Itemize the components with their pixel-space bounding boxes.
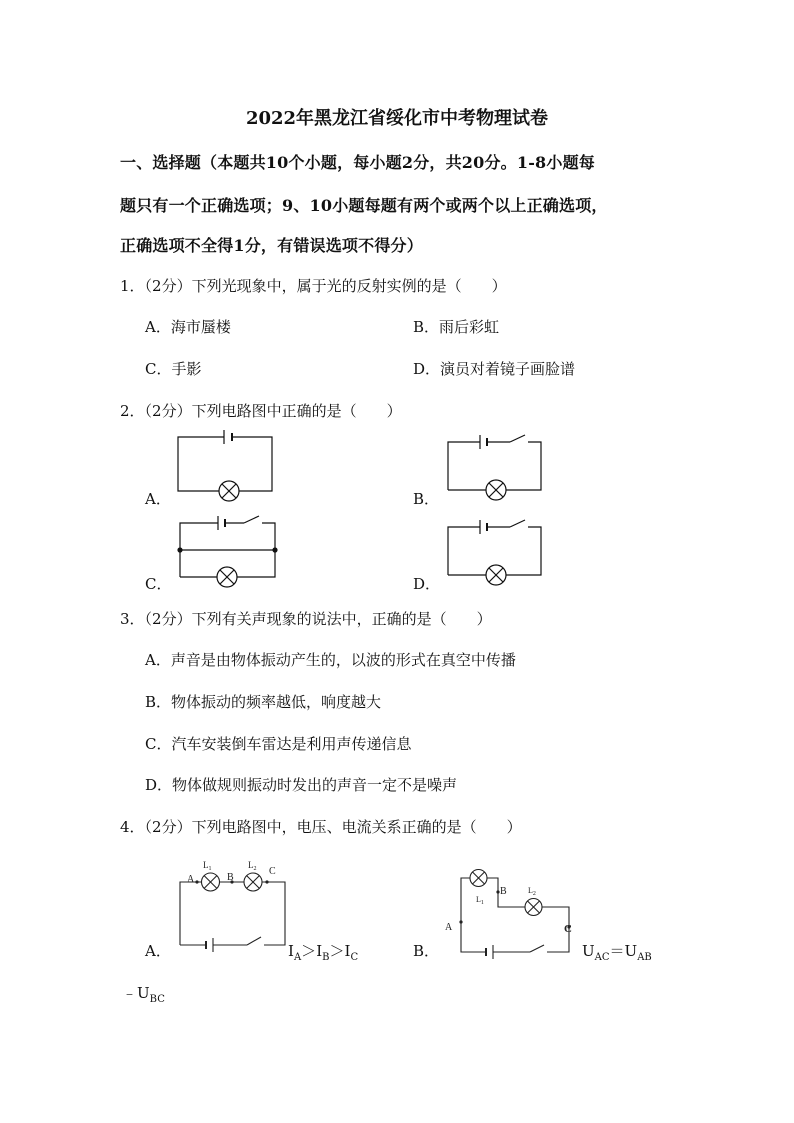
q1-option-c: C．手影 xyxy=(145,360,202,378)
q1-stem: 1．（2分）下列光现象中，属于光的反射实例的是（ ） xyxy=(120,277,507,295)
q4a-point-b-label: B xyxy=(227,872,234,883)
q4-circuit-b-diagram xyxy=(440,862,580,962)
q4a-lamp2-label: $L_2$ xyxy=(248,860,257,872)
q3-stem: 3．（2分）下列有关声现象的说法中，正确的是（ ） xyxy=(120,610,492,628)
q4b-point-b-label: B xyxy=(500,886,507,897)
q2-option-d: D． xyxy=(413,575,441,593)
q2-circuit-d-diagram xyxy=(440,515,550,585)
q4b-lamp1-label: $L_1$ xyxy=(476,895,484,906)
q4b-point-c-label: C xyxy=(564,923,572,935)
q4a-point-c-label: C xyxy=(269,866,276,877)
q4-option-a-relation: $I_A>I_B>I_C$ xyxy=(288,942,359,963)
q1-option-d: D．演员对着镜子画脸谱 xyxy=(413,360,576,378)
q4-option-b-relation: $U_{AC}=U_{AB}$ xyxy=(582,942,652,963)
section-heading-line-2: 题只有一个正确选项；9、10小题每题有两个或两个以上正确选项， xyxy=(120,196,608,215)
section-heading-line-3: 正确选项不全得1分，有错误选项不得分） xyxy=(120,236,423,255)
q4-option-a-label: A． xyxy=(145,942,171,960)
q4-option-b-label: B． xyxy=(413,942,440,960)
q3-option-d: D．物体做规则振动时发出的声音一定不是噪声 xyxy=(145,776,458,794)
q2-circuit-c-diagram xyxy=(170,513,285,585)
q2-option-b: B． xyxy=(413,490,440,508)
q4b-lamp2-label: $L_2$ xyxy=(528,886,536,897)
q4a-lamp1-label: $L_1$ xyxy=(203,860,212,872)
q4-stem: 4．（2分）下列电路图中，电压、电流关系正确的是（ ） xyxy=(120,818,522,836)
q2-option-a: A． xyxy=(145,490,171,508)
q2-circuit-a-diagram xyxy=(170,425,280,500)
exam-title: 2022年黑龙江省绥化市中考物理试卷 xyxy=(245,108,549,129)
q4-circuit-a-diagram xyxy=(172,855,290,950)
q3-option-a: A．声音是由物体振动产生的，以波的形式在真空中传播 xyxy=(145,651,516,669)
q4a-point-a-label: A xyxy=(187,874,195,885)
section-heading-line-1: 一、选择题（本题共10个小题，每小题2分，共20分。1-8小题每 xyxy=(120,153,595,172)
q4b-point-a-label: A xyxy=(445,922,453,933)
q2-circuit-b-diagram xyxy=(440,430,550,500)
q4-option-b-relation-continued: $﹣U_{BC}$ xyxy=(122,984,165,1005)
q2-option-c: C． xyxy=(145,575,172,593)
q3-option-c: C．汽车安装倒车雷达是利用声传递信息 xyxy=(145,735,412,753)
q1-option-b: B．雨后彩虹 xyxy=(413,318,500,336)
q2-stem: 2．（2分）下列电路图中正确的是（ ） xyxy=(120,402,402,420)
q3-option-b: B．物体振动的频率越低，响度越大 xyxy=(145,693,382,711)
q1-option-a: A．海市蜃楼 xyxy=(145,318,231,336)
